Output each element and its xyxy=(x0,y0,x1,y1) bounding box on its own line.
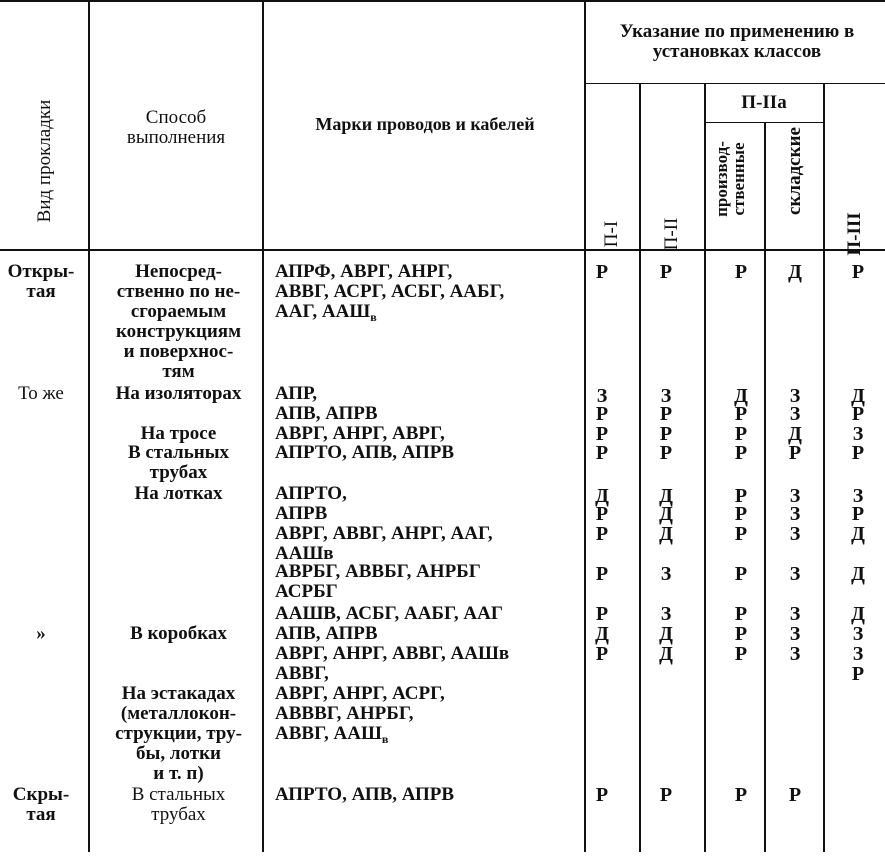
row-7-marks: АВРГ, АВВГ, АНРГ, ААГ, ААШв xyxy=(275,523,493,564)
row-12-p3: Р xyxy=(851,663,865,685)
row-3-method: На тросе xyxy=(140,423,217,444)
row-2-p3: Р xyxy=(851,403,865,425)
row-7-p3: Д xyxy=(851,523,865,545)
row-5-p2a-store: З xyxy=(789,485,801,507)
row-13-marks-sub: в xyxy=(381,731,389,746)
row-2-p2: Р xyxy=(659,403,673,425)
row-8-p3: Д xyxy=(851,563,865,585)
row-0-method: Непосред- ственно по не- сгораемым конструкциям и поверхнос- тям xyxy=(115,261,242,382)
row-1-p2a-prod: Д xyxy=(734,385,748,407)
row-5-marks: АПРТО, xyxy=(275,483,347,504)
row-9-p1: Р xyxy=(595,603,609,625)
col-divider-5 xyxy=(704,84,706,852)
row-8-p2a-prod: Р xyxy=(734,563,748,585)
row-0-p3: Р xyxy=(851,261,865,283)
row-2-p2a-prod: Р xyxy=(734,403,748,425)
row-4-p1: Р xyxy=(595,442,609,464)
row-7-p1: Р xyxy=(595,523,609,545)
row-9-p2a-prod: Р xyxy=(734,603,748,625)
row-5-p2a-prod: Р xyxy=(734,485,748,507)
row-2-p2a-store: З xyxy=(789,403,801,425)
row-1-kind: То же xyxy=(18,383,64,404)
row-13-marks-text: АВРГ, АНРГ, АСРГ, АВВВГ, АНРБГ, АВВГ, ААШ xyxy=(275,683,445,744)
row-3-p2a-store: Д xyxy=(788,423,802,445)
row-0-kind: Откры- тая xyxy=(7,261,75,302)
row-10-method: В коробках xyxy=(130,623,227,644)
header-p2: П-II xyxy=(661,217,682,251)
row-1-p2a-store: З xyxy=(789,385,801,407)
row-13-method: На эстакадах (металлокон- струкции, тру- бы, лотки и т. п) xyxy=(115,683,242,784)
row-0-marks xyxy=(275,262,585,323)
row-0-p2: Р xyxy=(659,261,673,283)
top-rule xyxy=(0,0,885,2)
row-14-p2a-prod: Р xyxy=(734,784,748,806)
row-8-marks: АВРБГ, АВВБГ, АНРБГ АСРБГ xyxy=(275,561,481,602)
row-4-marks: АПРТО, АПВ, АПРВ xyxy=(275,442,455,463)
row-1-p3: Д xyxy=(851,385,865,407)
row-0-p1: Р xyxy=(595,261,609,283)
row-6-p3: Р xyxy=(851,503,865,525)
application-header-rule xyxy=(584,83,885,84)
row-11-p2a-store: З xyxy=(789,643,801,665)
row-8-p2: З xyxy=(660,563,672,585)
row-9-p3: Д xyxy=(851,603,865,625)
row-3-p2: Р xyxy=(659,423,673,445)
header-p3: П-III xyxy=(844,212,865,256)
row-6-p2: Д xyxy=(659,503,673,525)
row-5-p1: Д xyxy=(595,485,609,507)
row-4-p2a-store: Р xyxy=(788,442,802,464)
row-10-p3: З xyxy=(852,623,864,645)
row-4-p2: Р xyxy=(659,442,673,464)
row-7-p2: Д xyxy=(659,523,673,545)
row-7-p2a-prod: Р xyxy=(734,523,748,545)
row-14-method: В стальных трубах xyxy=(131,784,226,825)
row-8-p2a-store: З xyxy=(789,563,801,585)
col-divider-2 xyxy=(262,0,264,852)
header-p2a-store: складские xyxy=(784,127,805,215)
row-0-p2a-prod: Р xyxy=(734,261,748,283)
col-divider-4 xyxy=(639,84,641,852)
row-10-p2a-store: З xyxy=(789,623,801,645)
row-3-p3: З xyxy=(852,423,864,445)
row-14-p2a-store: Р xyxy=(788,784,802,806)
header-bottom-rule xyxy=(0,249,885,251)
col-divider-7 xyxy=(823,84,825,852)
row-11-marks: АВРГ, АНРГ, АВВГ, ААШв АВВГ, xyxy=(275,643,510,684)
row-14-kind: Скры- тая xyxy=(12,784,70,825)
row-4-p2a-prod: Р xyxy=(734,442,748,464)
row-2-marks: АПВ, АПРВ xyxy=(275,403,378,424)
row-4-method: В стальных трубах xyxy=(127,442,230,483)
row-0-p2a-store: Д xyxy=(788,261,802,283)
row-9-p2: З xyxy=(660,603,672,625)
row-10-p1: Д xyxy=(595,623,609,645)
header-p2a: П-IIа xyxy=(741,92,787,113)
header-application: Указание по применению в установках классов xyxy=(619,21,855,62)
header-method: Способ выполнения xyxy=(126,107,226,148)
col-divider-1 xyxy=(88,0,90,852)
row-14-p1: Р xyxy=(595,784,609,806)
row-0-marks-sub: в xyxy=(370,309,377,324)
row-11-p3: З xyxy=(852,643,864,665)
row-1-method: На изоляторах xyxy=(115,383,242,404)
row-10-p2: Д xyxy=(659,623,673,645)
row-11-p2a-prod: Р xyxy=(734,643,748,665)
row-14-marks: АПРТО, АПВ, АПРВ xyxy=(275,784,455,805)
row-5-method: На лотках xyxy=(134,483,223,504)
header-marks: Марки проводов и кабелей xyxy=(315,114,535,134)
row-6-p1: Р xyxy=(595,503,609,525)
row-1-p1: З xyxy=(596,385,608,407)
row-11-p1: Р xyxy=(595,643,609,665)
row-11-p2: Д xyxy=(659,643,673,665)
header-p2a-prod: производ-ственные xyxy=(712,141,748,217)
row-3-marks: АВРГ, АНРГ, АВРГ, xyxy=(275,423,445,444)
row-8-p1: Р xyxy=(595,563,609,585)
row-10-p2a-prod: Р xyxy=(734,623,748,645)
header-p1: П-I xyxy=(601,220,622,248)
row-5-p3: З xyxy=(852,485,864,507)
row-2-p1: Р xyxy=(595,403,609,425)
row-6-p2a-store: З xyxy=(789,503,801,525)
header-kind: Вид прокладки xyxy=(34,99,55,223)
row-0-marks-text: АПРФ, АВРГ, АНРГ, АВВГ, АСРГ, АСБГ, ААБГ, ААГ, ААШ xyxy=(275,261,505,322)
row-9-p2a-store: З xyxy=(789,603,801,625)
col-divider-6 xyxy=(764,122,766,852)
row-9-marks: ААШВ, АСБГ, ААБГ, ААГ xyxy=(275,603,503,624)
row-4-p3: Р xyxy=(851,442,865,464)
row-6-marks: АПРВ xyxy=(275,503,328,524)
row-3-p2a-prod: Р xyxy=(734,423,748,445)
row-10-kind: » xyxy=(36,623,46,644)
row-13-marks xyxy=(275,684,585,745)
row-1-marks: АПР, xyxy=(275,383,318,404)
row-5-p2: Д xyxy=(659,485,673,507)
row-7-p2a-store: З xyxy=(789,523,801,545)
row-3-p1: Р xyxy=(595,423,609,445)
row-1-p2: З xyxy=(660,385,672,407)
row-14-p2: Р xyxy=(659,784,673,806)
row-10-marks: АПВ, АПРВ xyxy=(275,623,378,644)
row-6-p2a-prod: Р xyxy=(734,503,748,525)
